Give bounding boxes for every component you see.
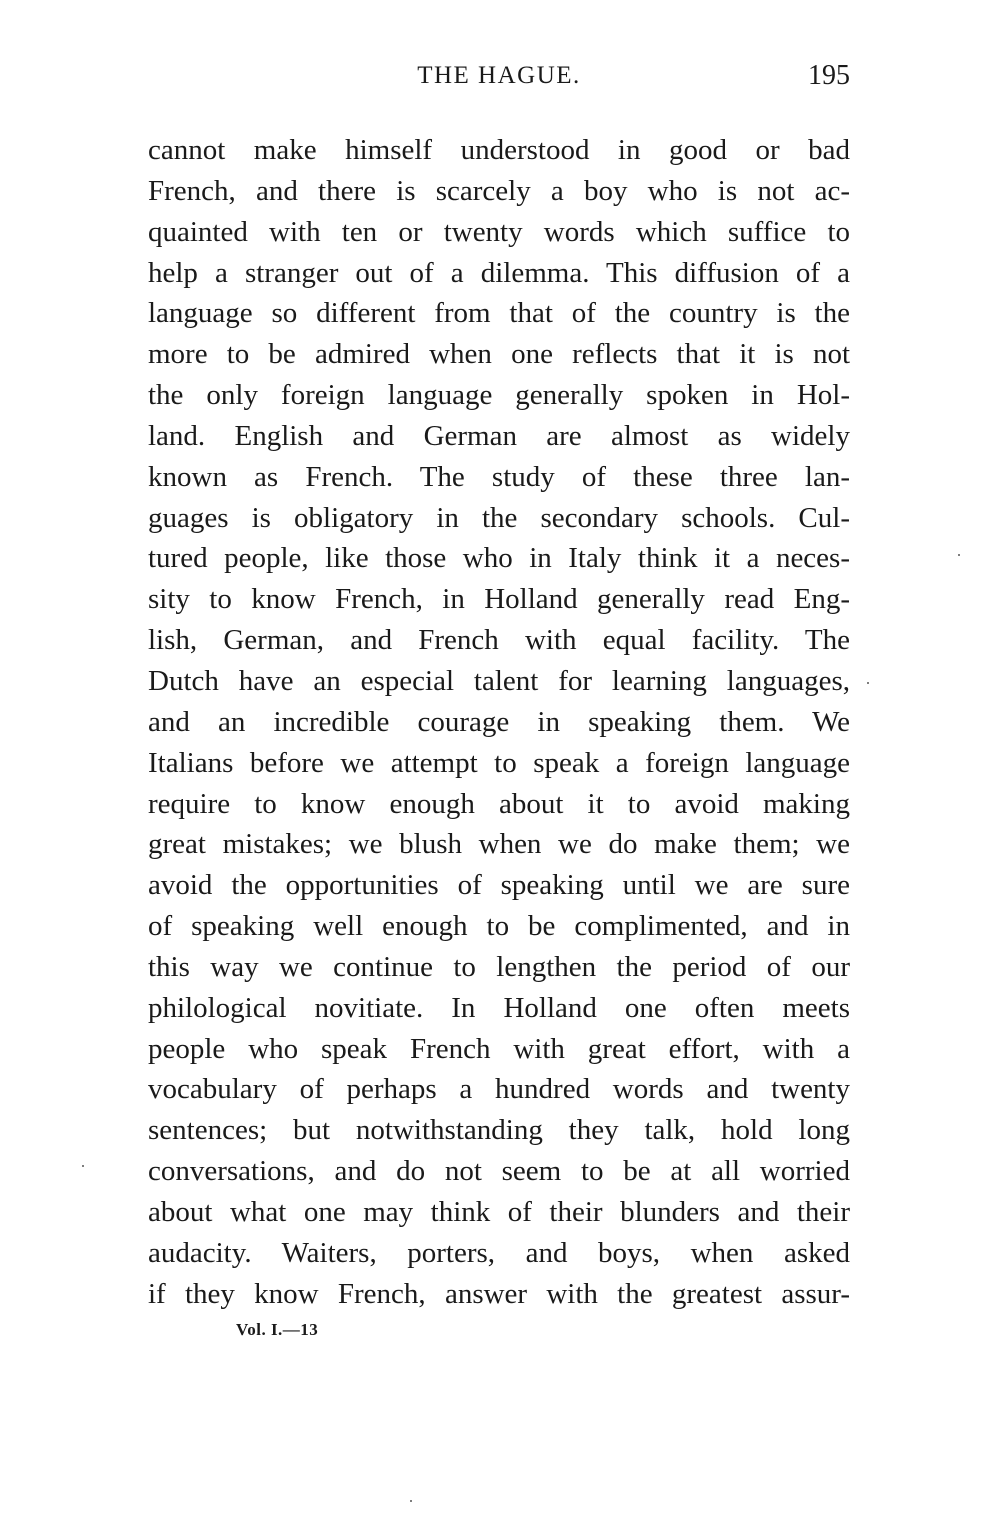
text-line: vocabulary of perhaps a hundred words and twenty (148, 1073, 850, 1106)
text-line: conversations, and do not seem to be at all worried (148, 1155, 850, 1188)
text-line: sentences; but notwithstanding they talk, hold long (148, 1114, 850, 1147)
text-line: lish, German, and French with equal facility. The (148, 624, 850, 657)
text-line: if they know French, answer with the greatest assur- (148, 1277, 850, 1310)
text-line: avoid the opportunities of speaking until we are sure (148, 869, 850, 902)
text-line: philological novitiate. In Holland one often meets (148, 991, 850, 1024)
running-title: THE HAGUE. (417, 62, 581, 89)
scan-speck (410, 1500, 412, 1502)
text-line: known as French. The study of these three lan- (148, 460, 850, 493)
scan-speck (958, 554, 960, 556)
text-line: tured people, like those who in Italy think it a neces- (148, 542, 850, 575)
text-line: Italians before we attempt to speak a foreign language (148, 746, 850, 779)
scan-speck (867, 682, 869, 684)
text-line: land. English and German are almost as widely (148, 419, 850, 452)
text-line: great mistakes; we blush when we do make them; we (148, 828, 850, 861)
running-head (148, 62, 850, 98)
text-line: help a stranger out of a dilemma. This diffusion of a (148, 256, 850, 289)
body-text (148, 130, 850, 1314)
text-line: require to know enough about it to avoid making (148, 787, 850, 820)
signature-mark: Vol. I.—13 (236, 1320, 319, 1339)
text-line: and an incredible courage in speaking them. We (148, 705, 850, 738)
text-line: sity to know French, in Holland generally read Eng- (148, 583, 850, 616)
text-line: of speaking well enough to be complimented, and in (148, 910, 850, 943)
text-line: Dutch have an especial talent for learning languages, (148, 664, 850, 697)
text-line: language so different from that of the country is the (148, 297, 850, 330)
text-line: French, and there is scarcely a boy who is not ac- (148, 174, 850, 207)
text-line: audacity. Waiters, porters, and boys, when asked (148, 1236, 850, 1269)
text-line: guages is obligatory in the secondary schools. Cul- (148, 501, 850, 534)
text-line: the only foreign language generally spoken in Hol- (148, 379, 850, 412)
text-line: people who speak French with great effort, with a (148, 1032, 850, 1065)
page-number: 195 (808, 60, 850, 91)
scan-speck (82, 1165, 84, 1167)
text-line: cannot make himself understood in good or bad (148, 134, 850, 166)
text-line: about what one may think of their blunders and their (148, 1195, 850, 1228)
text-line: quainted with ten or twenty words which suffice to (148, 215, 850, 248)
text-line: this way we continue to lengthen the period of our (148, 950, 850, 983)
text-line: more to be admired when one reflects that it is not (148, 338, 850, 371)
